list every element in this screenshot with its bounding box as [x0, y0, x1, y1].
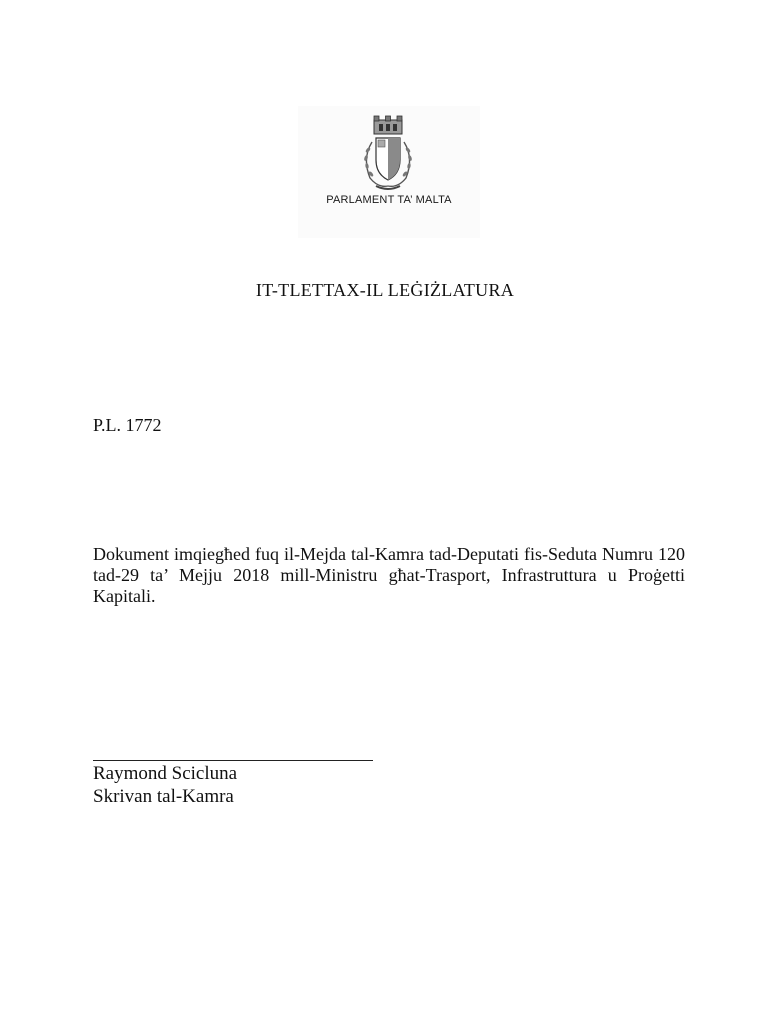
legislature-heading: IT-TLETTAX-IL LEĠIŻLATURA	[255, 280, 515, 300]
parliament-logo	[298, 106, 480, 238]
logo-caption: PARLAMENT TA’ MALTA	[326, 194, 452, 206]
malta-coat-of-arms-icon	[346, 114, 430, 198]
signatory-title: Skrivan tal-Kamra	[93, 786, 234, 807]
signature-line	[93, 760, 373, 761]
paper-reference: P.L. 1772	[93, 415, 162, 435]
signatory-name: Raymond Scicluna	[93, 763, 238, 784]
document-body: Dokument imqiegħed fuq il-Mejda tal-Kamra tad-Deputati fis-Seduta Numru 120 tad-29 ta’ Mejju 2018 mill-Ministru għat-Trasport, Infrastruttura u Proġetti Kapitali.	[93, 544, 685, 606]
